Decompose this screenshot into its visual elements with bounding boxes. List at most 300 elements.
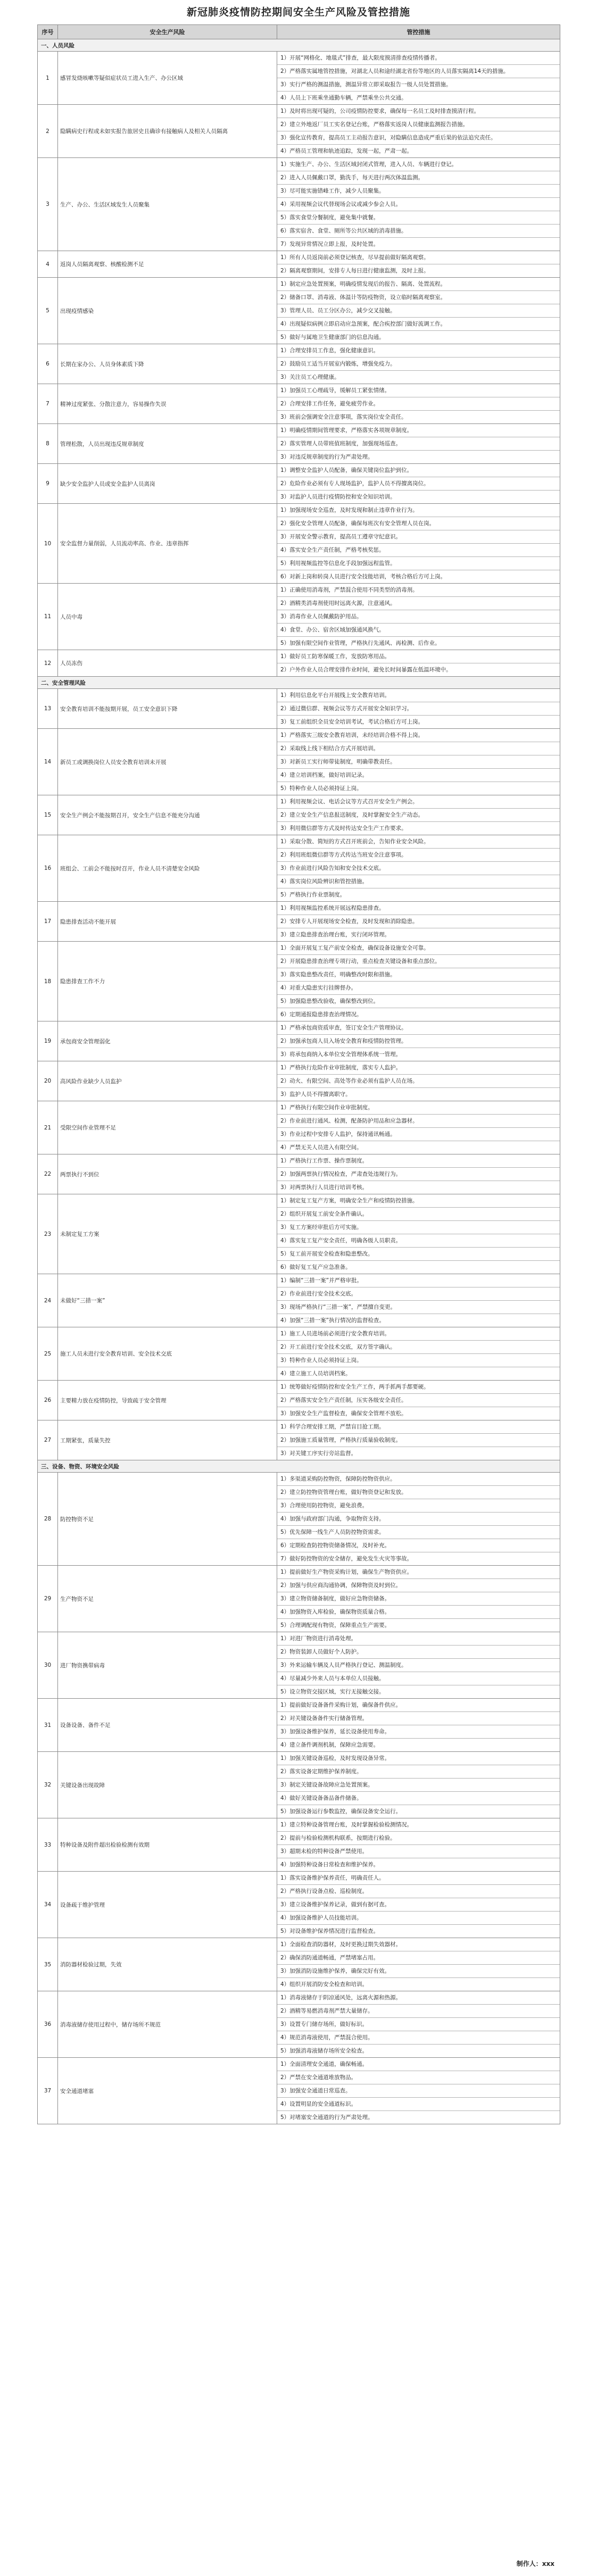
measures-cell [277,1274,560,1327]
measure-item: 3）加强消防设施维护保养，确保完好有效。 [277,1965,560,1978]
measure-item: 4）建立备件调剂机制，保障应急需要。 [280,1742,379,1748]
risk-description: 关键设备出现故障 [58,1752,277,1818]
measures-cell [277,1632,560,1699]
footer-label: 制作人： [516,2560,542,2567]
measure-item: 5）对设备维护保养情况进行监督检查。 [280,1928,379,1934]
measure-item: 1）调整安全监护人员配备，确保关键岗位监护到位。 [277,464,560,477]
section-title: 三、设备、物资、环境安全风险 [38,1460,560,1473]
measure-item: 4）建立施工人员培训档案。 [280,1370,351,1377]
measure-item: 3）作业过程中安排专人监护，保持通讯畅通。 [277,1128,560,1141]
measure-item: 5）优先保障一线生产人员防控物资需求。 [277,1526,560,1539]
measure-item: 1）建立特种设备管理台账，及时掌握检验检测情况。 [277,1818,560,1832]
measures-cell [277,344,560,384]
measures-cell [277,158,560,251]
measure-item: 2）加强与供应商沟通协调，保障物资及时到位。 [277,1579,560,1592]
risk-description: 新员工或调换岗位人员安全教育培训未开展 [58,729,277,795]
risk-description: 未做好“三措一案” [58,1274,277,1327]
section-row [38,1460,560,1473]
row-number: 36 [38,1991,58,2058]
measure-item: 1）加强关键设备巡检，及时发现设备异常。 [277,1752,560,1765]
table-row [38,52,560,105]
row-number: 7 [38,384,58,424]
measure-item: 2）提前与检验检测机构联系，按期进行检验。 [277,1832,560,1845]
measure-item: 2）危险作业必须有专人现场监护，监护人员不得擅离岗位。 [277,477,560,491]
table-row [38,1021,560,1061]
measure-item: 3）对新员工实行师带徒制度，明确带教责任。 [277,755,560,769]
measures-cell [277,1061,560,1101]
measure-item: 5）严格执行作业票制度。 [280,892,346,898]
measure-item: 5）对堵塞安全通道的行为严肃处理。 [280,2114,374,2121]
risk-description: 特种设备及附件超出检验检测有效期 [58,1818,277,1872]
measures-cell [277,1327,560,1381]
measures-cell [277,729,560,795]
table-row [38,584,560,650]
table-row [38,1473,560,1566]
measure-item: 1）做好员工防寒保暖工作，发放防寒用品。 [277,650,560,663]
row-number: 15 [38,795,58,835]
measure-item: 3）管理人员、员工分区办公，减少交叉接触。 [277,304,560,318]
measure-item: 6）做好复工复产应急准备。 [280,1264,351,1270]
measure-item: 2）进入人员佩戴口罩，勤洗手，每天进行两次体温监测。 [277,171,560,185]
measure-item: 1）开展“网格化、地毯式”排查，最大限度摸清排查疫情传播者。 [277,52,560,65]
measure-item: 6）定期检查防控物资储备情况，及时补充。 [277,1539,560,1552]
measure-item: 1）落实设备维护保养责任，明确责任人。 [277,1872,560,1885]
document-page [37,0,560,2124]
measure-item: 1）实施生产、办公、生活区域封闭式管理，进入人员、车辆进行登记。 [277,158,560,171]
row-number: 6 [38,344,58,384]
measure-item: 1）全面清理安全通道，确保畅通。 [277,2058,560,2071]
measure-item: 1）所有人员返岗前必须登记核查，尽早提前做好隔离观察。 [277,251,560,264]
measure-item: 2）酒精等易燃消毒剂严禁大量储存。 [277,2005,560,2018]
table-row [38,1101,560,1154]
measures-cell [277,1473,560,1566]
risk-description: 主要精力放在疫情防控，导致疏于安全管理 [58,1381,277,1420]
measure-item: 2）建立防控物资管理台账，做好物资登记和发放。 [277,1486,560,1499]
table-row [38,1420,560,1460]
row-number: 28 [38,1473,58,1566]
measure-item: 4）规范消毒液使用，严禁混合使用。 [277,2031,560,2045]
measure-item: 1）编制“三措一案”并严格审批。 [277,1274,560,1287]
measure-item: 1）利用信息化平台开展线上安全教育培训。 [277,689,560,702]
section-title: 一、人员风险 [38,39,560,52]
table-row [38,1632,560,1699]
measure-item: 4）落实岗位风险辨识和管控措施。 [277,875,560,888]
table-row [38,689,560,729]
measure-item: 3）外来运输车辆及人员严格执行登记、测温制度。 [277,1659,560,1672]
measure-item: 3）关注员工心理健康。 [280,374,340,380]
measure-item: 1）制定复工复产方案，明确安全生产和疫情防控措施。 [277,1194,560,1208]
measure-item: 1）合理安排员工作息，强化健康意识。 [277,344,560,358]
measure-item: 1）加强现场安全巡查，及时发现和制止违章作业行为。 [277,504,560,517]
measure-item: 3）超期未检的特种设备严禁使用。 [277,1845,560,1858]
measure-item: 3）合理使用防控物资，避免浪费。 [277,1499,560,1513]
table-row [38,1872,560,1938]
measure-item: 1）严格承包商资质审查，签订安全生产管理协议。 [277,1021,560,1035]
measure-item: 1）严格执行危险作业审批制度，落实专人监护。 [277,1061,560,1075]
row-number: 22 [38,1154,58,1194]
measure-item: 2）落实管理人员带班值班制度，加强现场巡查。 [277,437,560,451]
row-number: 32 [38,1752,58,1818]
measure-item: 2）严禁在安全通道堆放物品。 [277,2071,560,2084]
measures-cell [277,1381,560,1420]
measures-cell [277,278,560,344]
table-row [38,650,560,677]
measure-item: 5）利用视频监控等信息化手段加强远程监管。 [277,557,560,570]
measure-item: 3）开展安全警示教育，提高员工遵章守纪意识。 [277,530,560,544]
table-row [38,1938,560,1991]
measures-cell [277,942,560,1021]
table-row [38,424,560,464]
measure-item: 4）加强与政府部门沟通，争取物资支持。 [277,1513,560,1526]
measure-item: 4）建立培训档案，做好培训记录。 [277,769,560,782]
measure-item: 2）动火、有限空间、高处等作业必须有监护人员在场。 [277,1075,560,1088]
measure-item: 2）加强两票执行情况检查，严肃查处违规行为。 [277,1168,560,1181]
measures-cell [277,424,560,464]
measure-item: 1）及时将出现可疑的，公司疫情防控要求，确保每一名员工及时排查摸清行程。 [277,105,560,118]
measure-item: 2）开展隐患排查治理专项行动，重点检查关键设备和重点部位。 [277,955,560,968]
measure-item: 4）严禁无关人员进入有限空间。 [280,1144,362,1151]
row-number: 29 [38,1566,58,1632]
measure-item: 2）鼓励员工适当开展室内锻炼，增强免疫力。 [277,358,560,371]
row-number: 24 [38,1274,58,1327]
measure-item: 2）合理安排工作任务，避免疲劳作业。 [277,397,560,411]
measure-item: 1）明确疫情期间管理要求，严格落实各项规章制度。 [277,424,560,437]
risk-description: 班组会、工前会不能按时召开，作业人员不清楚安全风险 [58,835,277,902]
measure-item: 3）对两票执行人员进行培训考核。 [280,1184,368,1191]
measure-item: 1）提前做好生产物资采购计划，确保生产物资供应。 [277,1566,560,1579]
row-number: 12 [38,650,58,677]
measure-item: 2）酒精类消毒剂使用时远离火源，注意通风。 [277,597,560,610]
table-header-row [38,25,560,39]
table-row [38,1381,560,1420]
row-number: 33 [38,1818,58,1872]
measures-cell [277,1420,560,1460]
row-number: 31 [38,1699,58,1752]
section-row [38,677,560,689]
measure-item: 1）严格执行工作票、操作票制度。 [277,1154,560,1168]
measure-item: 5）合理调配现有物资，保障重点生产需要。 [280,1622,391,1628]
measure-item: 4）做好关键设备备品备件储备。 [277,1792,560,1805]
section-row [38,39,560,52]
risk-description: 工期紧张，质量失控 [58,1420,277,1460]
table-row [38,504,560,584]
row-number: 21 [38,1101,58,1154]
table-row [38,384,560,424]
row-number: 37 [38,2058,58,2124]
risk-description: 精神过度紧张、分散注意力，容易操作失误 [58,384,277,424]
measure-item: 5）加强消毒液储存场所安全检查。 [280,2048,368,2054]
measure-item: 4）食堂、办公、宿舍区域加强通风换气。 [277,624,560,637]
risk-description: 设备疏于维护管理 [58,1872,277,1938]
header-risk: 安全生产风险 [58,25,277,39]
row-number: 1 [38,52,58,105]
header-measures: 管控措施 [277,25,560,39]
measure-item: 7）做好防控物资的安全储存，避免发生火灾等事故。 [280,1556,413,1562]
measure-item: 5）加强有限空间作业管理，严格执行先通风、再检测、后作业。 [280,640,441,646]
measure-item: 3）监护人员不得擅离职守。 [280,1091,351,1098]
risk-description: 受限空间作业管理不足 [58,1101,277,1154]
measure-item: 1）科学合理安排工期，严禁盲目抢工期。 [277,1420,560,1434]
risk-description: 消毒液储存使用过程中，储存场所不规范 [58,1991,277,2058]
risk-description: 进厂物资携带病毒 [58,1632,277,1699]
measures-cell [277,251,560,278]
measure-item: 4）尽量减少外来人员与本单位人员接触。 [277,1672,560,1685]
measure-item: 2）隔离观察期间，安排专人每日进行健康监测，及时上报。 [280,268,429,274]
document-title: 新冠肺炎疫情防控期间安全生产风险及管控措施 [186,6,410,18]
measure-item: 2）采取线上线下相结合方式开展培训。 [277,742,560,755]
measures-cell [277,105,560,158]
measure-item: 6）定期通报隐患排查治理情况。 [280,1011,362,1018]
risk-description: 人员冻伤 [58,650,277,677]
table-row [38,1327,560,1381]
measure-item: 2）对关键设备备件实行储备管理。 [277,1712,560,1725]
measure-item: 3）消毒作业人员佩戴防护用品。 [277,610,560,624]
measure-item: 1）严格落实三级安全教育培训，未经培训合格不得上岗。 [277,729,560,742]
row-number: 4 [38,251,58,278]
measure-item: 4）加强特种设备日常检查和维护保养。 [280,1862,379,1868]
measure-item: 5）做好与属地卫生健康部门的信息沟通。 [280,334,385,340]
measure-item: 1）严格执行有限空间作业审批制度。 [277,1101,560,1115]
measure-item: 4）加强设备维护人员技能培训。 [277,1912,560,1925]
measure-item: 2）加强施工质量管理，严格执行质量验收制度。 [277,1434,560,1447]
measures-cell [277,1101,560,1154]
table-row [38,1274,560,1327]
measure-item: 2）作业前进行安全技术交底。 [277,1287,560,1301]
row-number: 20 [38,1061,58,1101]
measure-item: 3）加强安全生产监督检查，确保安全管理不放松。 [280,1410,407,1417]
measure-item: 2）利用班组微信群等方式传达当班安全注意事项。 [277,849,560,862]
measure-item: 7）发现异常情况立即上报，及时处置。 [280,241,379,247]
measure-item: 2）严格落实属地管控措施，对湖北人员和途经湖北省份等地区的人员落实隔离14天的措施。 [277,65,560,78]
risk-description: 安全生产例会不能按期召开，安全生产信息不能充分沟通 [58,795,277,835]
measure-item: 3）班前会强调安全注意事项，落实岗位安全责任。 [280,414,407,420]
measure-item: 5）加强设备运行参数监控，确保设备安全运行。 [280,1808,402,1815]
measure-item: 4）加强物资入库检验，确保物资质量合格。 [277,1606,560,1619]
measure-item: 2）作业前进行通风、检测，配备防护用品和应急器材。 [277,1115,560,1128]
measure-item: 3）复工方案经审批后方可实施。 [277,1221,560,1234]
measure-item: 3）建立设备维护保养记录，做到有据可查。 [277,1898,560,1912]
measure-item: 3）加强安全通道日常巡查。 [277,2084,560,2098]
risk-table [37,24,560,2124]
measures-cell [277,584,560,650]
measure-item: 3）现场严格执行“三措一案”，严禁擅自变更。 [277,1301,560,1314]
measure-item: 5）复工前开展安全检查和隐患整改。 [277,1248,560,1261]
measure-item: 2）建立外地返厂员工实名登记台账，严格落实返岗人员健康监测报告措施。 [277,118,560,131]
table-row [38,344,560,384]
table-row [38,251,560,278]
row-number: 5 [38,278,58,344]
measures-cell [277,902,560,942]
measure-item: 3）利用微信群等方式及时传达安全生产工作要求。 [280,825,407,832]
measure-item: 3）作业前进行风险告知和安全技术交底。 [277,862,560,875]
measures-cell [277,835,560,902]
footer [517,2559,554,2568]
row-number: 23 [38,1194,58,1274]
row-number: 17 [38,902,58,942]
measure-item: 2）严格执行设备点检、巡检制度。 [277,1885,560,1898]
risk-description: 安全教育培训不能按期开展，员工安全意识下降 [58,689,277,729]
row-number: 34 [38,1872,58,1938]
table-row [38,1154,560,1194]
risk-description: 感冒发烧咳嗽等疑似症状员工进入生产、办公区域 [58,52,277,105]
risk-description: 长期在家办公、人员身体素质下降 [58,344,277,384]
row-number: 2 [38,105,58,158]
measure-item: 2）储备口罩、消毒液、体温计等防疫物资，设立临时隔离观察室。 [277,291,560,304]
row-number: 13 [38,689,58,729]
measure-item: 3）对关键工序实行旁站监督。 [280,1450,357,1457]
measure-item: 2）开工前进行安全技术交底，双方签字确认。 [277,1341,560,1354]
risk-description: 防控物资不足 [58,1473,277,1566]
table-row [38,158,560,251]
risk-description: 承包商安全管理弱化 [58,1021,277,1061]
risk-description: 隐患排查工作不力 [58,942,277,1021]
table-row [38,1566,560,1632]
measure-item: 1）施工人员进场前必须进行安全教育培训。 [277,1327,560,1341]
risk-description: 两票执行不到位 [58,1154,277,1194]
measure-item: 1）统筹做好疫情防控和安全生产工作，两手抓两手都要硬。 [277,1381,560,1394]
measure-item: 5）加强隐患整改验收，确保整改到位。 [277,995,560,1008]
table-row [38,1818,560,1872]
row-number: 11 [38,584,58,650]
measures-cell [277,1699,560,1752]
measure-item: 4）人员上下班乘坐通勤车辆，严禁乘坐公共交通。 [280,95,407,101]
table-row [38,835,560,902]
measures-cell [277,1194,560,1274]
measure-item: 2）通过微信群、视频会议等方式开展安全知识学习。 [277,702,560,716]
row-number: 9 [38,464,58,504]
risk-description: 安全通道堵塞 [58,2058,277,2124]
measure-item: 6）落实宿舍、食堂、厕所等公共区域的消毒措施。 [277,225,560,238]
measure-item: 2）物资装卸人员做好个人防护。 [277,1646,560,1659]
measure-item: 2）安排专人开展现场安全检查，及时发现和消除隐患。 [277,915,560,928]
risk-description: 消防器材检验过期，失效 [58,1938,277,1991]
measure-item: 1）消毒液储存于阴凉通风处，远离火源和热源。 [277,1991,560,2005]
measure-item: 3）实行严格的测温措施，测温异常立即采取报告一级人员处置措施。 [277,78,560,92]
risk-description: 设备设备、备件不足 [58,1699,277,1752]
row-number: 26 [38,1381,58,1420]
measure-item: 3）加强设备维护保养，延长设备使用寿命。 [277,1725,560,1739]
row-number: 14 [38,729,58,795]
measure-item: 3）特种作业人员必须持证上岗。 [277,1354,560,1367]
measures-cell [277,1938,560,1991]
risk-description: 安全监督力量削弱，人员流动率高、作业、违章指挥 [58,504,277,584]
measures-cell [277,689,560,729]
measure-item: 1）提前做好设备备件采购计划，确保备件供应。 [277,1699,560,1712]
measures-cell [277,464,560,504]
row-number: 19 [38,1021,58,1061]
measure-item: 2）建立安全生产信息报送制度，及时掌握安全生产动态。 [277,809,560,822]
table-row [38,2058,560,2124]
table-row [38,902,560,942]
measure-item: 1）对进厂物资进行消毒处理。 [277,1632,560,1646]
measure-item: 3）复工前组织全员安全培训考试，考试合格后方可上岗。 [280,719,424,725]
measure-item: 4）严格员工管理和轨迹追踪，发现一起，严肃一起。 [280,148,413,154]
measure-item: 3）制定关键设备故障应急处置预案。 [277,1779,560,1792]
risk-description: 缺少安全监护人员或安全监护人员离岗 [58,464,277,504]
measures-cell [277,52,560,105]
measures-cell [277,384,560,424]
measure-item: 2）落实设备定期维护保养制度。 [277,1765,560,1779]
risk-description: 人员中毒 [58,584,277,650]
measure-item: 3）建立物资储备制度，做好应急物资储备。 [277,1592,560,1606]
measure-item: 2）严格落实安全生产责任制，压实各级安全责任。 [277,1394,560,1407]
risk-description: 隐患排查活动不能开展 [58,902,277,942]
risk-description: 高风险作业缺少人员监护 [58,1061,277,1101]
measures-cell [277,1154,560,1194]
measure-item: 1）利用视频监控系统开展远程隐患排查。 [277,902,560,915]
measure-item: 1）加强员工心理疏导，缓解员工紧张情绪。 [277,384,560,397]
row-number: 25 [38,1327,58,1381]
row-number: 35 [38,1938,58,1991]
table-row [38,105,560,158]
measure-item: 1）制定应急处置预案，明确疫情发现后的报告、隔离、处置流程。 [277,278,560,291]
table-row [38,278,560,344]
row-number: 27 [38,1420,58,1460]
measure-item: 1）利用视频会议、电话会议等方式召开安全生产例会。 [277,795,560,809]
measure-item: 3）设置专门储存场所，做好标识。 [277,2018,560,2031]
measures-cell [277,1818,560,1872]
measure-item: 4）加强“三措一案”执行情况的监督检查。 [280,1317,385,1324]
measure-item: 3）将承包商纳入本单位安全管理体系统一管理。 [280,1051,402,1058]
measure-item: 2）组织开展复工前安全条件确认。 [277,1208,560,1221]
row-number: 18 [38,942,58,1021]
measure-item: 3）尽可能实施错峰工作，减少人员聚集。 [277,185,560,198]
measure-item: 3）落实隐患整改责任，明确整改时限和措施。 [277,968,560,982]
table-row [38,1752,560,1818]
measure-item: 4）采用视频会议代替现场会议或减少参会人员。 [277,198,560,211]
measure-item: 4）出现疑似病例立即启动应急预案，配合疾控部门做好流调工作。 [277,318,560,331]
risk-description: 返岗人员隔离观察、核酸检测不足 [58,251,277,278]
measure-item: 5）设立物资交接区域，实行无接触交接。 [280,1689,385,1695]
measure-item: 1）多渠道采购防控物资，保障防控物资供应。 [277,1473,560,1486]
risk-description: 管理松散，人员出现违反规章制度 [58,424,277,464]
risk-description: 未制定复工方案 [58,1194,277,1274]
measure-item: 5）落实食堂分餐制度，避免集中就餐。 [277,211,560,225]
measure-item: 4）对重大隐患实行挂牌督办。 [277,982,560,995]
measure-item: 2）确保消防通道畅通，严禁堵塞占用。 [277,1951,560,1965]
measure-item: 2）户外作业人员合理安排作业时间，避免长时间暴露在低温环境中。 [280,667,452,673]
section-title: 二、安全管理风险 [38,677,560,689]
measure-item: 1）正确使用消毒剂，严禁混合使用不同类型的消毒剂。 [277,584,560,597]
row-number: 8 [38,424,58,464]
measure-item: 3）建立隐患排查治理台账，实行闭环管理。 [280,932,391,938]
measure-item: 4）落实复工复产安全责任，明确各级人员职责。 [277,1234,560,1248]
measure-item: 6）对新上岗和转岗人员进行安全技能培训，考核合格后方可上岗。 [280,574,446,580]
measure-item: 4）组织开展消防安全检查和培训。 [280,1981,368,1988]
risk-description: 生产物资不足 [58,1566,277,1632]
measure-item: 3）对监护人员进行疫情防控和安全知识培训。 [280,494,396,500]
measure-item: 4）落实安全生产责任制，严格考核奖惩。 [277,544,560,557]
table-row [38,795,560,835]
measures-cell [277,1566,560,1632]
table-body [38,39,560,2124]
row-number: 10 [38,504,58,584]
header-num: 序号 [38,25,58,39]
table-row [38,464,560,504]
table-row [38,729,560,795]
risk-description: 生产、办公、生活区域发生人员聚集 [58,158,277,251]
measures-cell [277,795,560,835]
measure-item: 5）特种作业人员必须持证上岗。 [280,785,362,792]
measures-cell [277,1021,560,1061]
row-number: 30 [38,1632,58,1699]
measure-item: 2）加强承包商人员入场安全教育和疫情防控管理。 [277,1035,560,1048]
measure-item: 3）对违反规章制度的行为严肃处理。 [280,454,374,460]
risk-description: 出现疫情感染 [58,278,277,344]
measures-cell [277,504,560,584]
risk-description: 隐瞒病史行程或未如实报告旅居史且确诊有接触病人及相关人员隔离 [58,105,277,158]
measure-item: 1）全面开展复工复产前安全检查，确保设备设施安全可靠。 [277,942,560,955]
